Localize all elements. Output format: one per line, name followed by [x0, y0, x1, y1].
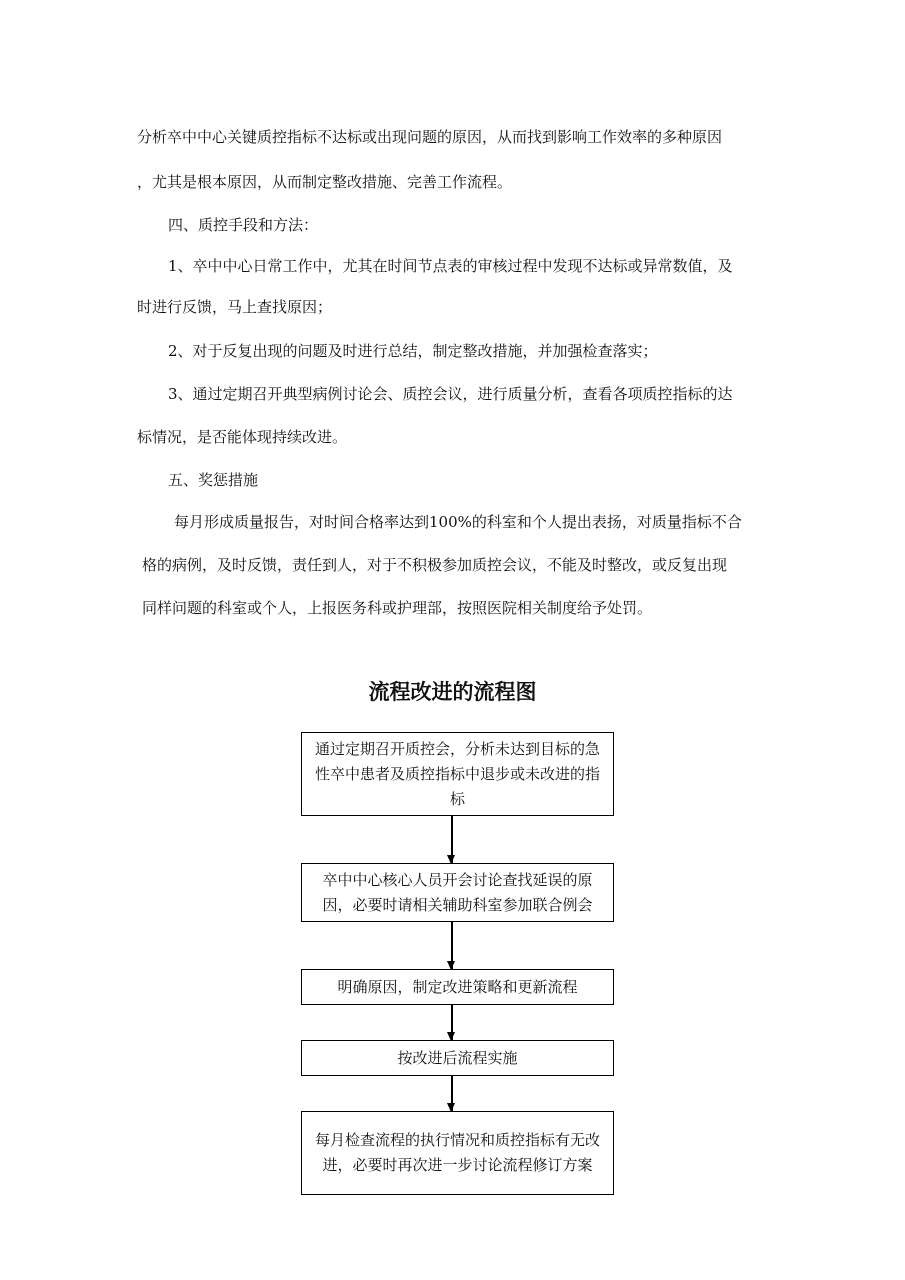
paragraph-line: 标情况，是否能体现持续改进。	[137, 428, 348, 446]
flow-arrow	[451, 1076, 453, 1111]
flow-step-3	[301, 969, 614, 1005]
flow-step-text: 每月检查流程的执行情况和质控指标有无改进，必要时再次进一步讨论流程修订方案	[314, 1131, 600, 1174]
flow-step-text: 通过定期召开质控会，分析未达到目标的急性卒中患者及质控指标中退步或未改进的指标	[314, 739, 600, 808]
section-heading: 五、奖惩措施	[168, 471, 259, 489]
flow-step-1	[301, 732, 614, 816]
paragraph-line: 时进行反馈，马上查找原因；	[137, 298, 333, 316]
paragraph-line: 3、通过定期召开典型病例讨论会、质控会议，进行质量分析，查看各项质控指标的达	[168, 385, 733, 403]
flow-arrow	[451, 1005, 453, 1040]
flow-step-text: 按改进后流程实施	[397, 1048, 518, 1067]
paragraph-line: 2、对于反复出现的问题及时进行总结，制定整改措施，并加强检查落实；	[168, 342, 658, 360]
flow-step-text: 卒中中心核心人员开会讨论查找延误的原因，必要时请相关辅助科室参加联合例会	[322, 870, 593, 914]
flow-step-text: 明确原因，制定改进策略和更新流程	[337, 977, 578, 996]
paragraph-line: 分析卒中中心关键质控指标不达标或出现问题的原因，从而找到影响工作效率的多种原因	[137, 128, 723, 146]
paragraph-line: 格的病例，及时反馈，责任到人，对于不积极参加质控会议，不能及时整改，或反复出现	[142, 556, 728, 574]
flow-step-2	[301, 863, 614, 922]
flow-step-5	[301, 1111, 614, 1195]
flow-arrow	[451, 816, 453, 863]
section-heading: 四、质控手段和方法：	[168, 216, 319, 234]
paragraph-line: 每月形成质量报告，对时间合格率达到100%的科室和个人提出表扬，对质量指标不合	[174, 513, 742, 531]
flow-step-4	[301, 1040, 614, 1076]
flowchart-title: 流程改进的流程图	[368, 680, 537, 704]
paragraph-line: ，尤其是根本原因，从而制定整改措施、完善工作流程。	[137, 173, 513, 191]
paragraph-line: 1、卒中中心日常工作中，尤其在时间节点表的审核过程中发现不达标或异常数值，及	[168, 257, 733, 275]
flow-arrow	[451, 922, 453, 969]
paragraph-line: 同样问题的科室或个人，上报医务科或护理部，按照医院相关制度给予处罚。	[142, 599, 653, 617]
